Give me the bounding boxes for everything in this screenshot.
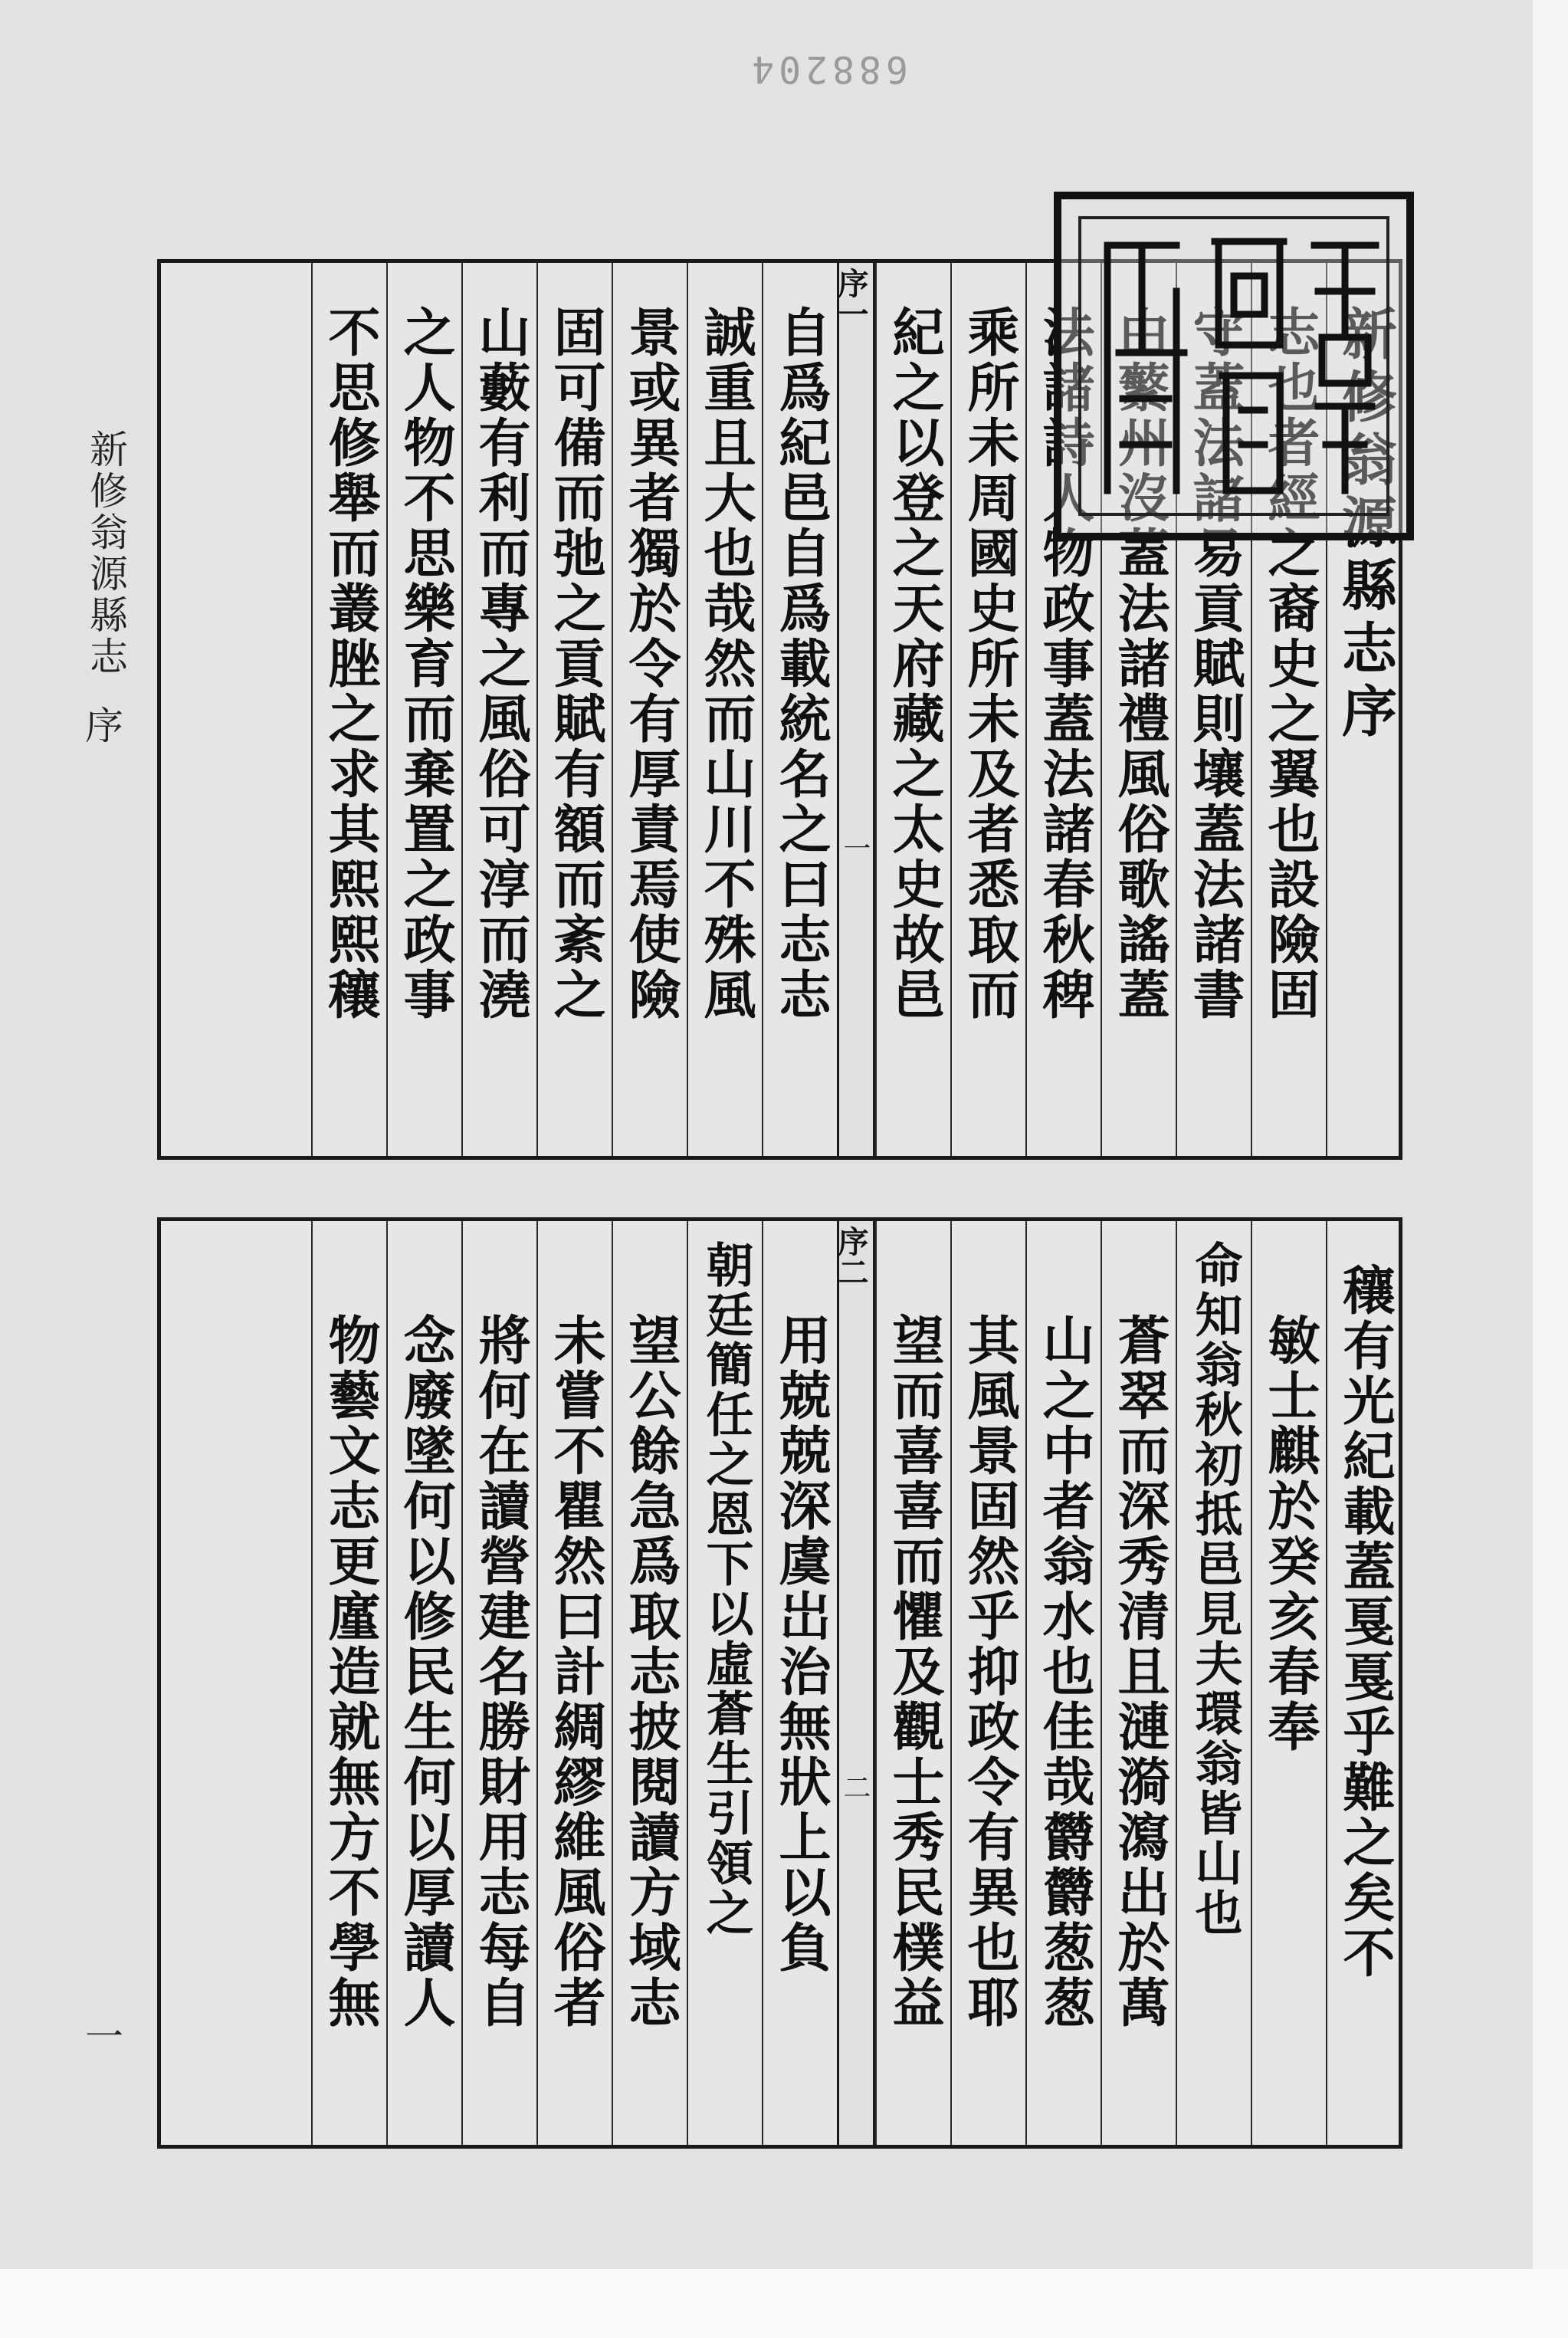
text-column (687, 1221, 762, 2145)
page-edge (1533, 0, 1568, 2338)
column-text: 不思修舉而叢脞之求其熙熙穰 (320, 305, 381, 1023)
column-text: 未嘗不瞿然曰計綢繆維風俗者 (545, 1313, 606, 2031)
text-column (1326, 1221, 1401, 2145)
text-column (1176, 1221, 1251, 2145)
column-text: 山之中者翁水也佳哉欝欝葱葱 (1034, 1313, 1095, 2031)
column-text: 固可備而弛之貢賦有額而紊之 (545, 305, 606, 1023)
text-column (1101, 1221, 1176, 2145)
text-column (875, 1221, 950, 2145)
text-column (386, 263, 461, 1156)
seal-stamp (1054, 192, 1414, 540)
text-column (536, 263, 612, 1156)
page-top-mark: 688204 (747, 48, 908, 90)
scan-margin (0, 2269, 1568, 2338)
text-column (762, 1221, 837, 2145)
column-text: 其風景固然乎抑政令有異也耶 (959, 1313, 1020, 2031)
fold-center-strip (833, 1221, 875, 2145)
margin-book-title: 新修翁源縣志 (84, 429, 128, 678)
column-text: 命知翁秋初抵邑見夫環翁皆山也 (1187, 1240, 1243, 1938)
fold-center-strip (833, 263, 875, 1156)
column-text: 之人物不思樂育而棄置之政事 (395, 305, 456, 1023)
column-text: 自爲紀邑自爲載統名之曰志志 (770, 305, 832, 1023)
column-text: 物藝文志更廑造就無方不學無 (320, 1313, 381, 2031)
woodblock-leaf-bottom (157, 1217, 1402, 2149)
text-column (950, 1221, 1025, 2145)
text-column (461, 1221, 536, 2145)
text-column (762, 263, 837, 1156)
column-text: 志也者經之裔史之翼也設險固 (1259, 305, 1320, 1023)
text-column (950, 263, 1025, 1156)
fold-label: 序二 (833, 1226, 869, 1287)
preface-title: 新修翁源縣志序 (1333, 305, 1398, 745)
margin-section-label: 序 (79, 705, 123, 744)
column-text: 誠重且大也哉然而山川不殊風 (695, 305, 756, 1023)
text-column (1025, 1221, 1101, 2145)
text-column (311, 1221, 386, 2145)
margin-page-number: 一 (79, 2016, 123, 2054)
text-column (875, 263, 950, 1156)
column-text: 乘所未周國史所未及者悉取而 (959, 305, 1020, 1023)
text-column (1251, 1221, 1326, 2145)
column-text: 望而喜喜而懼及觀士秀民樸益 (884, 1313, 945, 2031)
column-text: 望公餘急爲取志披閱讀方域志 (620, 1313, 681, 2031)
column-text: 紀之以登之天府藏之太史故邑 (884, 305, 945, 1023)
text-column (536, 1221, 612, 2145)
text-column (612, 1221, 687, 2145)
fold-page-number: 二 (839, 1773, 871, 1801)
seal-glyphs-icon (1061, 199, 1406, 533)
text-column (687, 263, 762, 1156)
column-text: 景或異者獨於令有厚責焉使險 (620, 305, 681, 1023)
text-column (612, 263, 687, 1156)
column-text: 蒼翠而深秀清且漣漪瀉出於萬 (1109, 1313, 1170, 2031)
text-column (386, 1221, 461, 2145)
text-column (461, 263, 536, 1156)
column-text: 山藪有利而專之風俗可淳而澆 (470, 305, 531, 1023)
column-text: 法諸詩人物政事蓋法諸春秋稗 (1034, 305, 1095, 1023)
column-text: 念廢墜何以修民生何以厚讀人 (395, 1313, 456, 2031)
text-column (311, 263, 386, 1156)
column-text: 將何在讀營建名勝財用志每自 (470, 1313, 531, 2031)
column-text: 由蘩州沒蓋法諸禮風俗歌謠蓋 (1109, 305, 1170, 1023)
column-text: 敏士麒於癸亥春奉 (1259, 1313, 1320, 1755)
fold-page-number: 一 (839, 834, 871, 862)
fold-label: 序一 (833, 268, 869, 329)
column-text: 用兢兢深虞岀治無狀上以負 (770, 1313, 832, 1975)
column-text: 穰有光紀載蓋戛戛乎難之矣不 (1334, 1263, 1396, 1981)
column-text: 守蓋法諸易貢賦則壤蓋法諸書 (1184, 305, 1245, 1023)
column-text: 朝廷簡任之恩下以虛蒼生引領之 (698, 1240, 754, 1938)
